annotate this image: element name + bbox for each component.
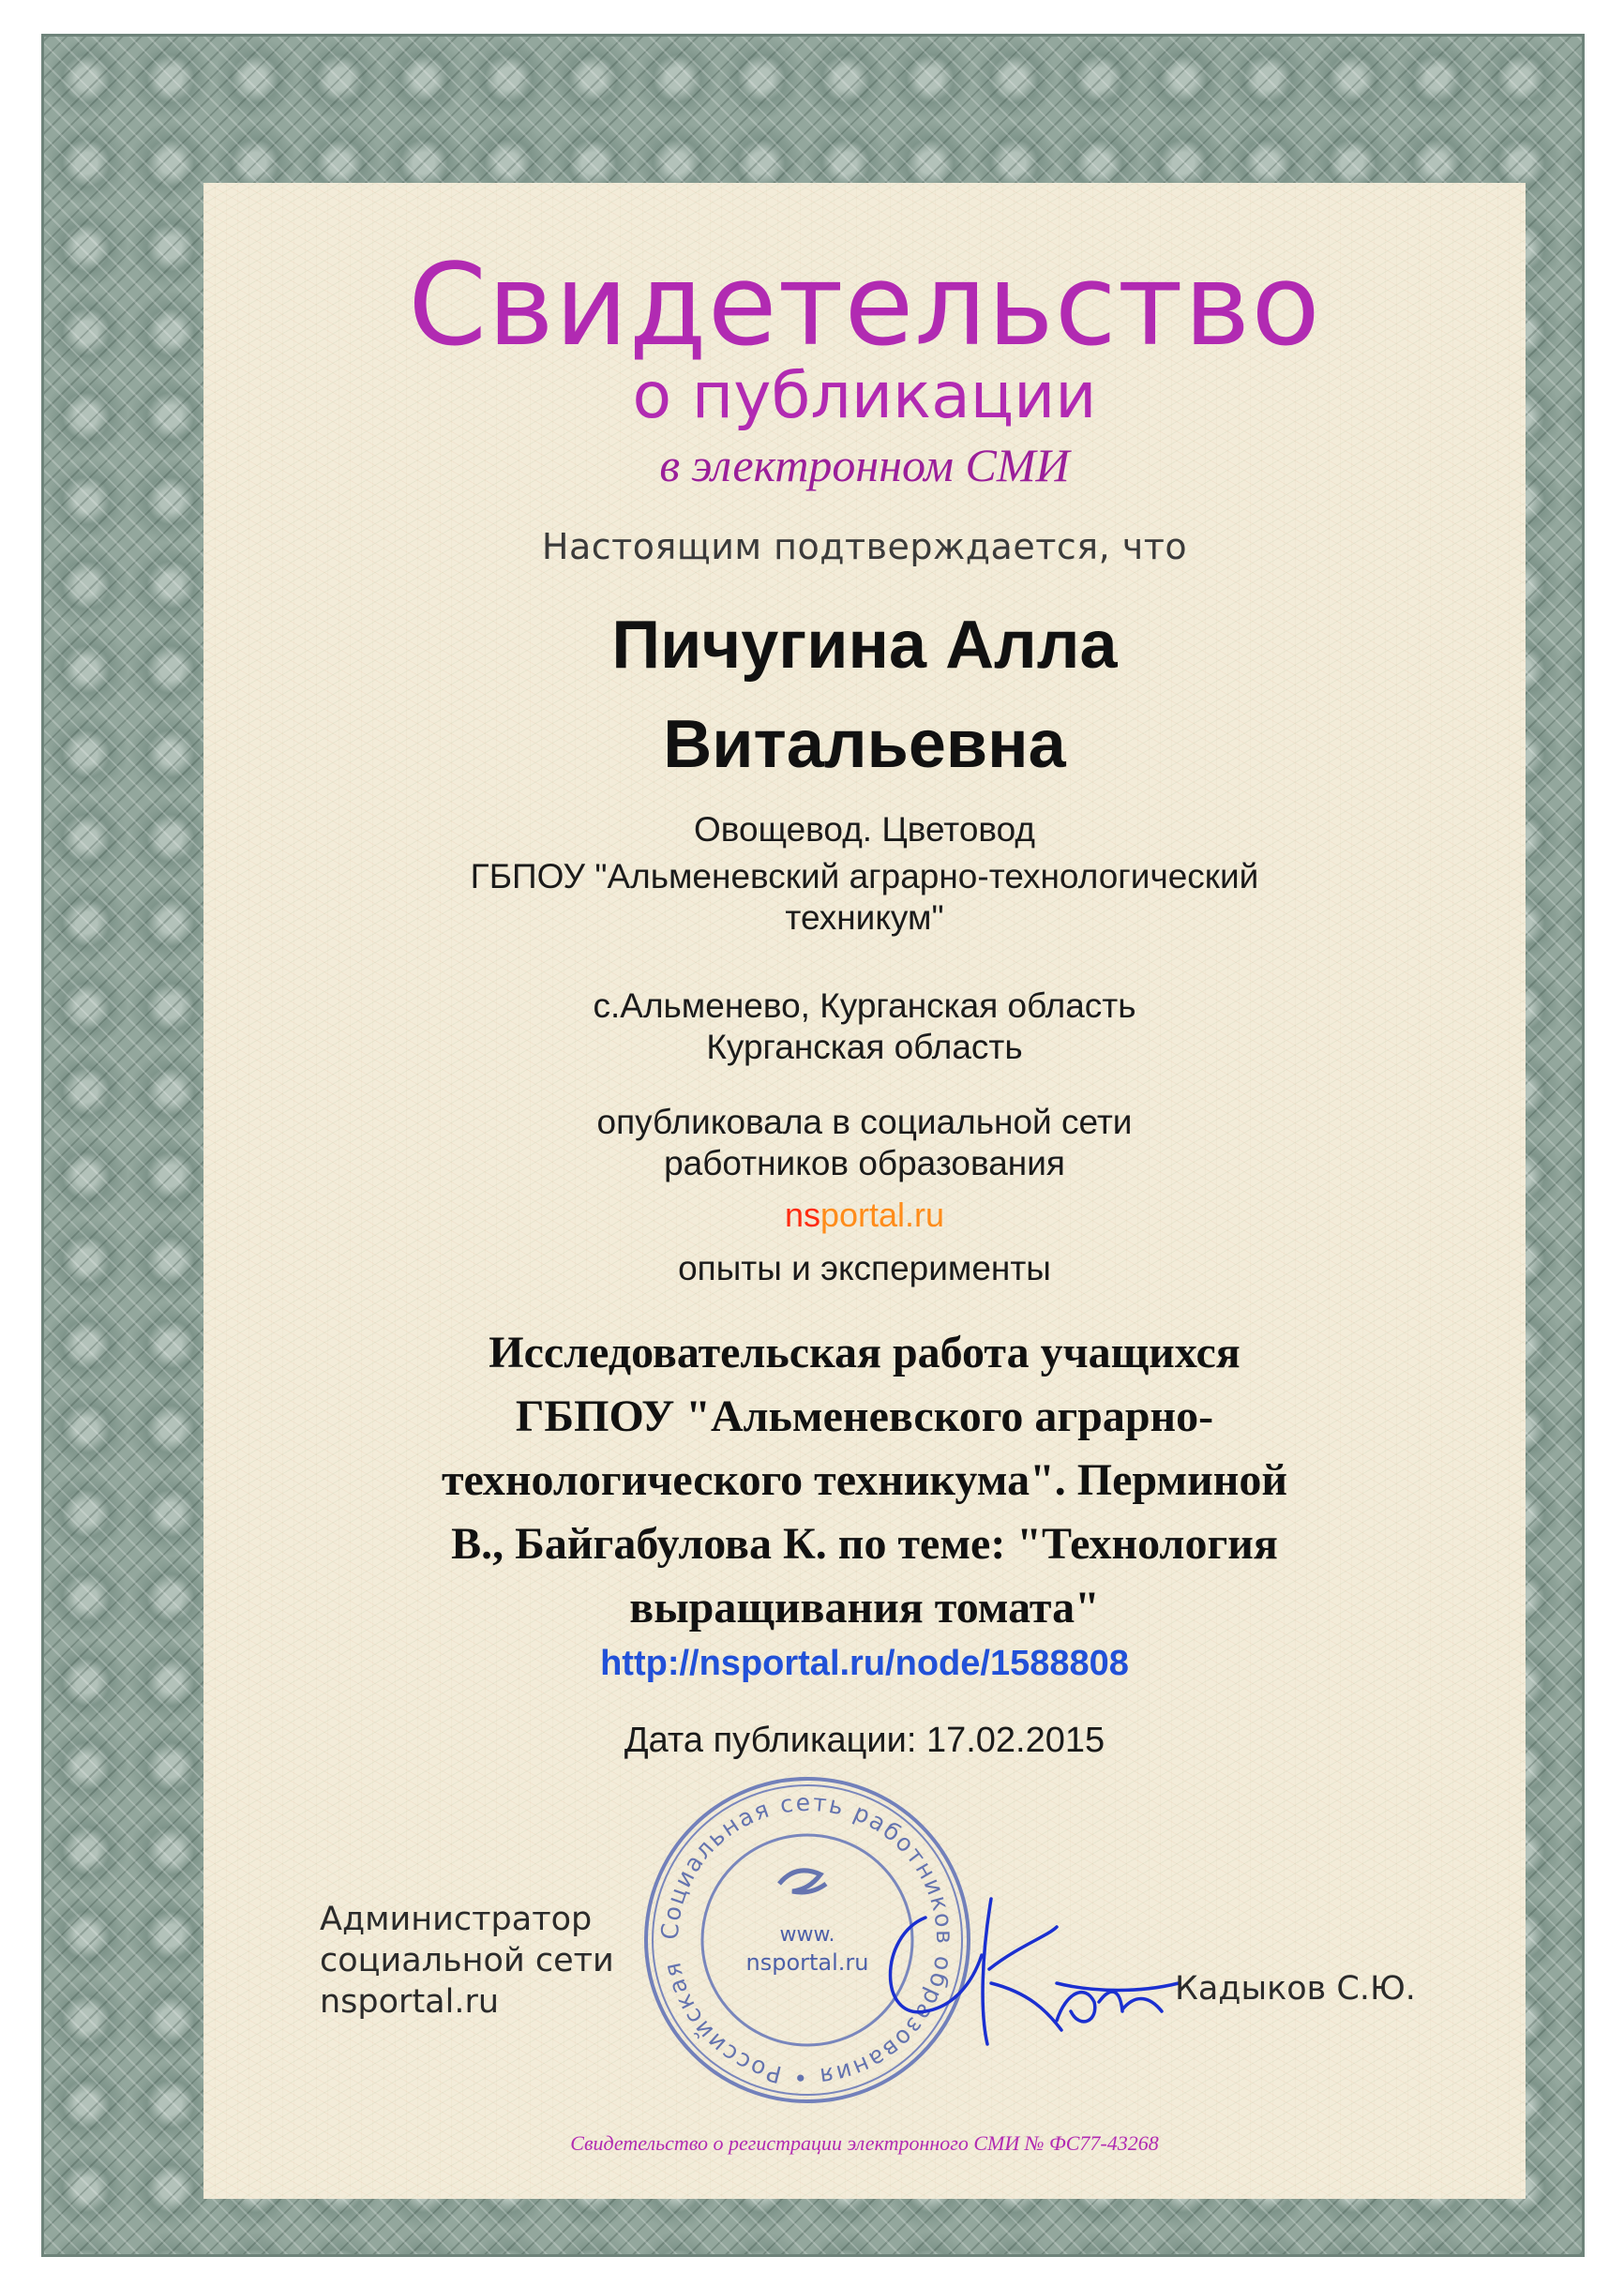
portal-logo-text bbox=[203, 1196, 1526, 1235]
certificate-title: Свидетельство bbox=[408, 241, 1321, 371]
portal-rest: portal.ru bbox=[820, 1196, 945, 1234]
administrator-block bbox=[320, 1899, 614, 2023]
organization-line1: ГБПОУ "Альменевский аграрно-технологический bbox=[470, 857, 1259, 895]
work-title-line4: В., Байгабулова К. по теме: "Технология bbox=[451, 1519, 1278, 1569]
location-line2: Курганская область bbox=[706, 1028, 1023, 1066]
recipient-location bbox=[203, 986, 1526, 1068]
publication-category: опыты и эксперименты bbox=[678, 1249, 1051, 1287]
recipient-name bbox=[203, 595, 1526, 794]
administrator-line1: Администратор bbox=[320, 1901, 593, 1938]
publication-link[interactable]: http://nsportal.ru/node/1588808 bbox=[600, 1644, 1129, 1683]
work-title-line5: выращивания томата" bbox=[629, 1583, 1100, 1632]
organization-line2: техникум" bbox=[785, 898, 944, 937]
stamp-domain: nsportal.ru bbox=[745, 1949, 869, 1976]
recipient-position: Овощевод. Цветовод bbox=[693, 810, 1036, 849]
administrator-line2: социальной сети bbox=[320, 1942, 614, 1979]
work-title-line1: Исследовательская работа учащихся bbox=[489, 1328, 1241, 1377]
administrator-line3: nsportal.ru bbox=[320, 1983, 500, 2021]
published-line1: опубликовала в социальной сети bbox=[596, 1103, 1133, 1141]
svg-text:Социальная сеть работников обр: Социальная сеть работников образования • Российская bbox=[655, 1788, 959, 2092]
stamp-www: www. bbox=[779, 1923, 835, 1947]
location-line1: с.Альменево, Курганская область bbox=[593, 986, 1136, 1025]
published-line2: работников образования bbox=[664, 1144, 1065, 1182]
publication-date: Дата публикации: 17.02.2015 bbox=[624, 1721, 1105, 1760]
recipient-name-line1: Пичугина Алла bbox=[611, 608, 1118, 683]
handwritten-signature bbox=[869, 1880, 1188, 2058]
signer-name: Кадыков С.Ю. bbox=[1175, 1970, 1416, 2008]
work-title-line3: технологического техникума". Перминой bbox=[441, 1455, 1288, 1505]
work-title bbox=[349, 1321, 1380, 1640]
certificate-subtitle: о публикации bbox=[632, 359, 1097, 433]
recipient-organization bbox=[203, 856, 1526, 939]
confirmation-text: Настоящим подтверждается, что bbox=[541, 526, 1188, 567]
registration-notice: Свидетельство о регистрации электронного СМИ № ФС77-43268 bbox=[570, 2131, 1159, 2155]
published-statement bbox=[203, 1102, 1526, 1184]
recipient-name-line2: Витальевна bbox=[663, 707, 1066, 782]
work-title-line2: ГБПОУ "Альменевского аграрно- bbox=[515, 1392, 1214, 1441]
media-type: в электронном СМИ bbox=[659, 439, 1070, 491]
portal-prefix: ns bbox=[784, 1196, 820, 1234]
certificate-paper bbox=[203, 183, 1526, 2199]
guilloche-border bbox=[41, 34, 1585, 2257]
stamp-bird-icon bbox=[779, 1871, 826, 1892]
